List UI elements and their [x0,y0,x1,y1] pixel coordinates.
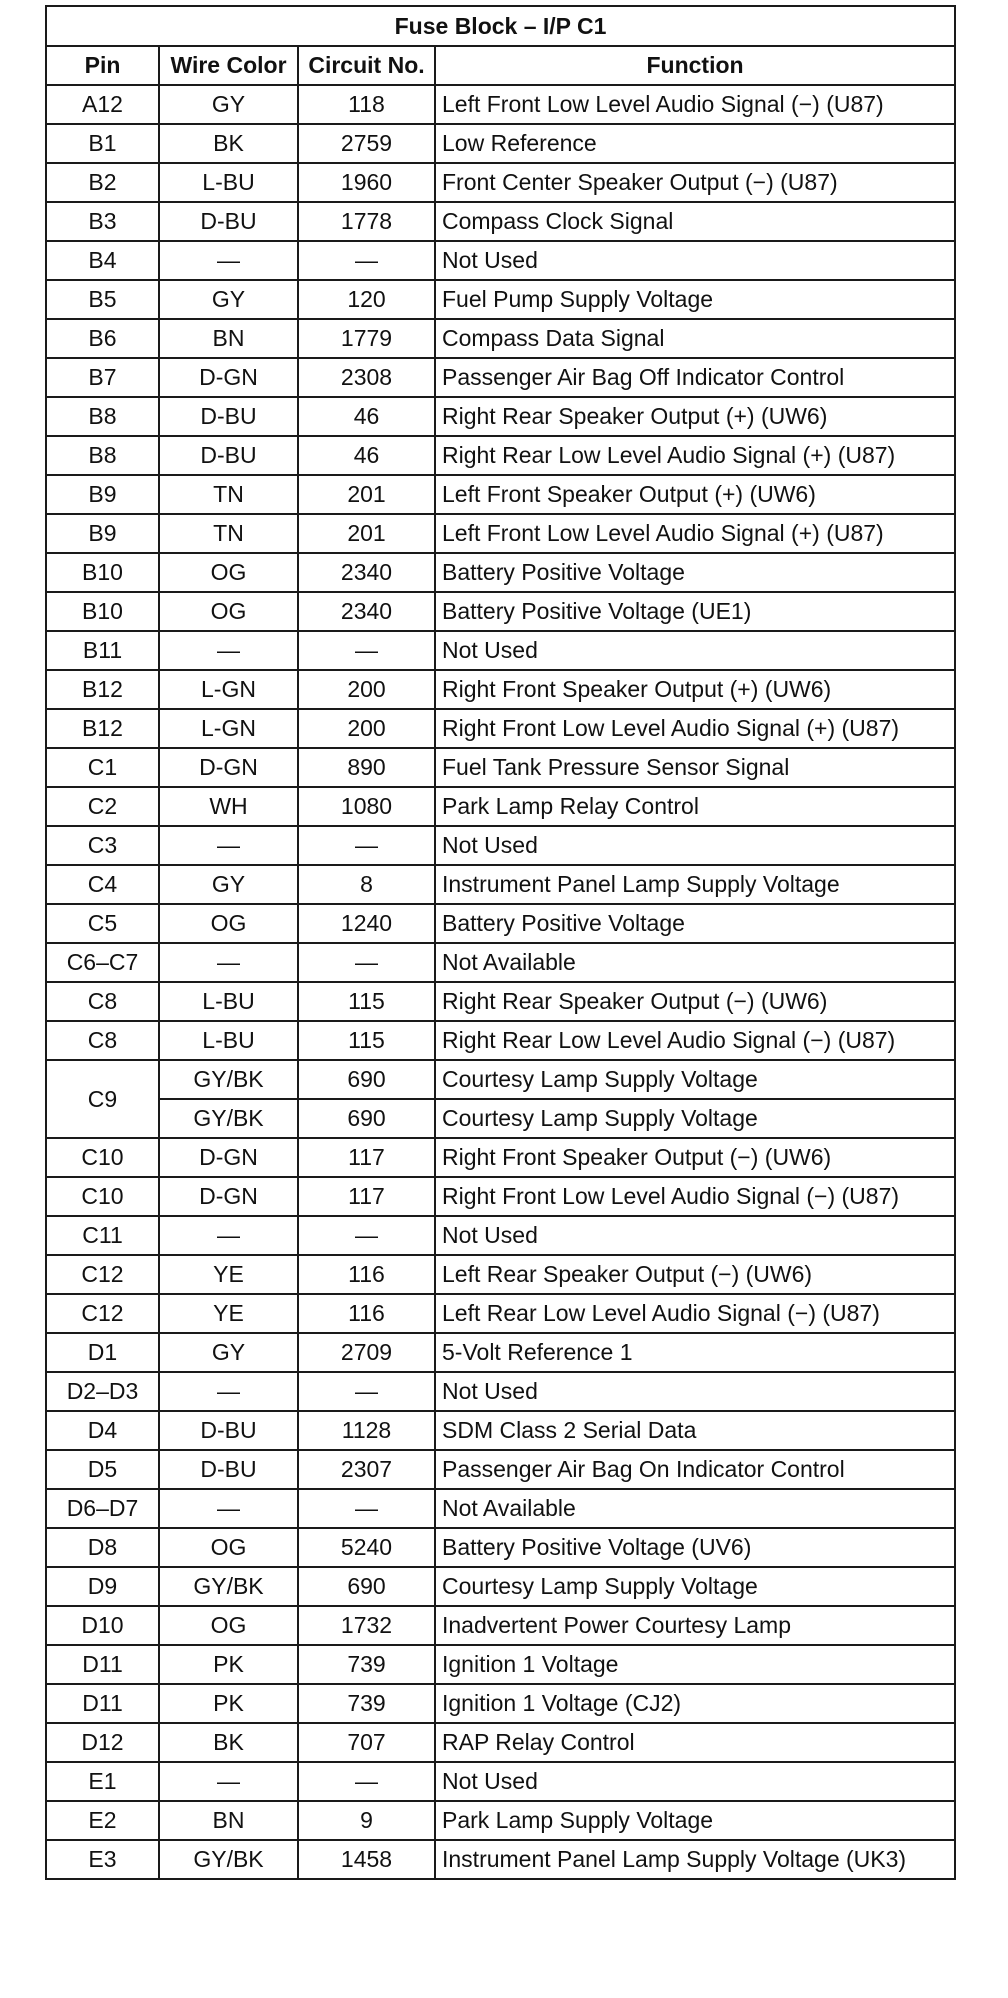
cell-wire-color: GY [159,85,298,124]
cell-wire-color: BN [159,319,298,358]
cell-pin: B4 [46,241,159,280]
table-row [46,1567,955,1606]
cell-pin: B5 [46,280,159,319]
cell-circuit-number: 2709 [298,1333,435,1372]
cell-function: Battery Positive Voltage (UE1) [435,592,955,631]
cell-wire-color: OG [159,592,298,631]
cell-function: Right Rear Speaker Output (+) (UW6) [435,397,955,436]
cell-pin: D8 [46,1528,159,1567]
cell-pin: B6 [46,319,159,358]
cell-pin: B10 [46,592,159,631]
cell-wire-color: PK [159,1684,298,1723]
cell-pin: B7 [46,358,159,397]
table-row [46,1138,955,1177]
cell-wire-color: OG [159,1528,298,1567]
cell-circuit-number: 1240 [298,904,435,943]
cell-pin: C8 [46,1021,159,1060]
table-row [46,787,955,826]
cell-function: Right Rear Low Level Audio Signal (+) (U87) [435,436,955,475]
cell-wire-color: WH [159,787,298,826]
cell-wire-color: D-GN [159,358,298,397]
table-row [46,904,955,943]
cell-wire-color: — [159,1372,298,1411]
header-wire-color: Wire Color [159,46,298,85]
cell-circuit-number: 201 [298,475,435,514]
cell-function: Front Center Speaker Output (−) (U87) [435,163,955,202]
cell-circuit-number: 120 [298,280,435,319]
cell-pin: C10 [46,1138,159,1177]
cell-function: Battery Positive Voltage (UV6) [435,1528,955,1567]
cell-pin: D11 [46,1684,159,1723]
cell-function: Compass Clock Signal [435,202,955,241]
cell-wire-color: OG [159,904,298,943]
cell-circuit-number: 200 [298,670,435,709]
table-row [46,1489,955,1528]
table-row [46,1099,955,1138]
cell-pin: D10 [46,1606,159,1645]
cell-pin: C2 [46,787,159,826]
table-row [46,943,955,982]
table-row [46,982,955,1021]
table-row [46,1294,955,1333]
cell-circuit-number: 2308 [298,358,435,397]
cell-circuit-number: 201 [298,514,435,553]
table-row [46,1450,955,1489]
cell-circuit-number: 1779 [298,319,435,358]
table-row [46,397,955,436]
table-row [46,553,955,592]
cell-pin: E2 [46,1801,159,1840]
cell-pin: C3 [46,826,159,865]
cell-circuit-number: 2759 [298,124,435,163]
cell-wire-color: D-BU [159,1411,298,1450]
cell-circuit-number: 1458 [298,1840,435,1879]
table-row [46,280,955,319]
cell-circuit-number: 1080 [298,787,435,826]
cell-function: Passenger Air Bag Off Indicator Control [435,358,955,397]
cell-wire-color: GY/BK [159,1099,298,1138]
cell-pin: D1 [46,1333,159,1372]
cell-wire-color: L-GN [159,709,298,748]
cell-wire-color: L-BU [159,1021,298,1060]
table-row [46,1255,955,1294]
table-row [46,124,955,163]
table-row [46,592,955,631]
cell-circuit-number: — [298,241,435,280]
cell-circuit-number: 690 [298,1060,435,1099]
cell-wire-color: YE [159,1255,298,1294]
table-title: Fuse Block – I/P C1 [46,6,955,46]
cell-function: Not Used [435,1372,955,1411]
cell-circuit-number: 117 [298,1138,435,1177]
table-row [46,1372,955,1411]
cell-circuit-number: — [298,1372,435,1411]
table-row [46,1528,955,1567]
connector-pinout-table [45,5,956,1880]
table-row [46,1801,955,1840]
cell-function: Ignition 1 Voltage (CJ2) [435,1684,955,1723]
cell-wire-color: BK [159,124,298,163]
cell-pin: D5 [46,1450,159,1489]
cell-pin: C10 [46,1177,159,1216]
cell-wire-color: D-BU [159,436,298,475]
cell-function: Left Front Low Level Audio Signal (+) (U87) [435,514,955,553]
cell-function: Not Used [435,1762,955,1801]
table-row [46,475,955,514]
cell-wire-color: D-GN [159,1177,298,1216]
table-row [46,709,955,748]
cell-wire-color: GY [159,865,298,904]
cell-wire-color: — [159,1489,298,1528]
cell-circuit-number: 690 [298,1567,435,1606]
cell-function: Courtesy Lamp Supply Voltage [435,1567,955,1606]
cell-circuit-number: 115 [298,982,435,1021]
cell-wire-color: D-GN [159,748,298,787]
table-row [46,670,955,709]
cell-pin: C1 [46,748,159,787]
cell-wire-color: D-GN [159,1138,298,1177]
cell-circuit-number: — [298,1762,435,1801]
cell-wire-color: BK [159,1723,298,1762]
cell-circuit-number: 46 [298,436,435,475]
table-row [46,163,955,202]
cell-pin: D2–D3 [46,1372,159,1411]
cell-circuit-number: 116 [298,1255,435,1294]
table-row [46,826,955,865]
cell-function: Right Front Speaker Output (−) (UW6) [435,1138,955,1177]
table-row [46,631,955,670]
table-row [46,1645,955,1684]
cell-circuit-number: — [298,1489,435,1528]
cell-wire-color: BN [159,1801,298,1840]
cell-pin: C6–C7 [46,943,159,982]
cell-function: Courtesy Lamp Supply Voltage [435,1099,955,1138]
table-row [46,358,955,397]
cell-pin: E3 [46,1840,159,1879]
cell-wire-color: — [159,1216,298,1255]
cell-function: Right Front Low Level Audio Signal (−) (U87) [435,1177,955,1216]
cell-function: Instrument Panel Lamp Supply Voltage (UK3) [435,1840,955,1879]
cell-pin: B11 [46,631,159,670]
cell-pin: B8 [46,397,159,436]
title-row [46,6,955,46]
table-row [46,1840,955,1879]
cell-function: Low Reference [435,124,955,163]
cell-pin: C12 [46,1294,159,1333]
cell-pin: D11 [46,1645,159,1684]
cell-circuit-number: 1960 [298,163,435,202]
cell-wire-color: OG [159,553,298,592]
cell-circuit-number: 2307 [298,1450,435,1489]
cell-wire-color: D-BU [159,397,298,436]
cell-function: Right Front Low Level Audio Signal (+) (U87) [435,709,955,748]
cell-wire-color: GY [159,280,298,319]
cell-pin: B9 [46,514,159,553]
cell-circuit-number: 118 [298,85,435,124]
cell-function: Left Rear Low Level Audio Signal (−) (U87) [435,1294,955,1333]
cell-function: Not Used [435,631,955,670]
header-row [46,46,955,85]
cell-circuit-number: 690 [298,1099,435,1138]
cell-function: Fuel Pump Supply Voltage [435,280,955,319]
table-row [46,436,955,475]
cell-function: Courtesy Lamp Supply Voltage [435,1060,955,1099]
cell-pin: C4 [46,865,159,904]
cell-circuit-number: — [298,943,435,982]
table-row [46,202,955,241]
cell-wire-color: — [159,826,298,865]
table-row [46,1684,955,1723]
cell-circuit-number: 1732 [298,1606,435,1645]
cell-function: Fuel Tank Pressure Sensor Signal [435,748,955,787]
table-row [46,514,955,553]
cell-circuit-number: 1778 [298,202,435,241]
cell-pin: C11 [46,1216,159,1255]
cell-wire-color: YE [159,1294,298,1333]
connector-table-container [45,5,954,1880]
cell-function: Not Used [435,826,955,865]
table-row [46,1216,955,1255]
cell-wire-color: — [159,241,298,280]
cell-wire-color: GY/BK [159,1567,298,1606]
cell-pin: C5 [46,904,159,943]
cell-pin: B1 [46,124,159,163]
cell-function: Left Rear Speaker Output (−) (UW6) [435,1255,955,1294]
cell-circuit-number: 1128 [298,1411,435,1450]
cell-circuit-number: 46 [298,397,435,436]
header-function: Function [435,46,955,85]
cell-wire-color: D-BU [159,1450,298,1489]
cell-function: Compass Data Signal [435,319,955,358]
cell-pin: B12 [46,709,159,748]
cell-function: Not Available [435,943,955,982]
cell-circuit-number: 739 [298,1645,435,1684]
cell-function: Left Front Low Level Audio Signal (−) (U87) [435,85,955,124]
cell-function: Park Lamp Supply Voltage [435,1801,955,1840]
cell-function: Park Lamp Relay Control [435,787,955,826]
table-row [46,241,955,280]
cell-pin: A12 [46,85,159,124]
cell-pin: B12 [46,670,159,709]
cell-wire-color: GY/BK [159,1060,298,1099]
cell-circuit-number: 115 [298,1021,435,1060]
cell-pin: B2 [46,163,159,202]
cell-circuit-number: 200 [298,709,435,748]
cell-function: Left Front Speaker Output (+) (UW6) [435,475,955,514]
cell-wire-color: L-BU [159,163,298,202]
cell-function: Not Used [435,1216,955,1255]
cell-circuit-number: — [298,631,435,670]
cell-circuit-number: 5240 [298,1528,435,1567]
cell-pin: D6–D7 [46,1489,159,1528]
cell-circuit-number: 707 [298,1723,435,1762]
cell-wire-color: TN [159,514,298,553]
cell-function: Instrument Panel Lamp Supply Voltage [435,865,955,904]
cell-pin: B3 [46,202,159,241]
cell-pin: C12 [46,1255,159,1294]
cell-pin: C8 [46,982,159,1021]
cell-wire-color: PK [159,1645,298,1684]
cell-wire-color: TN [159,475,298,514]
cell-wire-color: L-GN [159,670,298,709]
cell-pin: D4 [46,1411,159,1450]
cell-function: Right Rear Speaker Output (−) (UW6) [435,982,955,1021]
cell-pin: C9 [46,1060,159,1138]
cell-function: Ignition 1 Voltage [435,1645,955,1684]
cell-function: 5-Volt Reference 1 [435,1333,955,1372]
cell-wire-color: — [159,631,298,670]
cell-function: Passenger Air Bag On Indicator Control [435,1450,955,1489]
table-row [46,319,955,358]
header-pin: Pin [46,46,159,85]
table-row [46,1060,955,1099]
cell-circuit-number: — [298,826,435,865]
cell-function: Right Front Speaker Output (+) (UW6) [435,670,955,709]
cell-function: Not Used [435,241,955,280]
cell-function: Battery Positive Voltage [435,904,955,943]
table-row [46,1723,955,1762]
table-row [46,85,955,124]
table-row [46,1762,955,1801]
cell-pin: D9 [46,1567,159,1606]
cell-circuit-number: — [298,1216,435,1255]
table-row [46,1411,955,1450]
cell-circuit-number: 2340 [298,592,435,631]
cell-wire-color: — [159,943,298,982]
cell-wire-color: OG [159,1606,298,1645]
cell-circuit-number: 890 [298,748,435,787]
cell-function: RAP Relay Control [435,1723,955,1762]
cell-function: Inadvertent Power Courtesy Lamp [435,1606,955,1645]
table-row [46,1606,955,1645]
table-row [46,1333,955,1372]
cell-wire-color: L-BU [159,982,298,1021]
cell-wire-color: GY [159,1333,298,1372]
table-row [46,865,955,904]
cell-circuit-number: 739 [298,1684,435,1723]
table-body [46,85,955,1879]
cell-pin: D12 [46,1723,159,1762]
cell-circuit-number: 2340 [298,553,435,592]
cell-function: Right Rear Low Level Audio Signal (−) (U87) [435,1021,955,1060]
cell-pin: E1 [46,1762,159,1801]
cell-circuit-number: 8 [298,865,435,904]
cell-wire-color: D-BU [159,202,298,241]
cell-function: Not Available [435,1489,955,1528]
table-row [46,1177,955,1216]
cell-function: SDM Class 2 Serial Data [435,1411,955,1450]
cell-pin: B10 [46,553,159,592]
cell-wire-color: GY/BK [159,1840,298,1879]
cell-circuit-number: 117 [298,1177,435,1216]
cell-circuit-number: 116 [298,1294,435,1333]
cell-wire-color: — [159,1762,298,1801]
cell-pin: B9 [46,475,159,514]
table-row [46,748,955,787]
cell-circuit-number: 9 [298,1801,435,1840]
table-row [46,1021,955,1060]
cell-pin: B8 [46,436,159,475]
header-circuit-number: Circuit No. [298,46,435,85]
cell-function: Battery Positive Voltage [435,553,955,592]
